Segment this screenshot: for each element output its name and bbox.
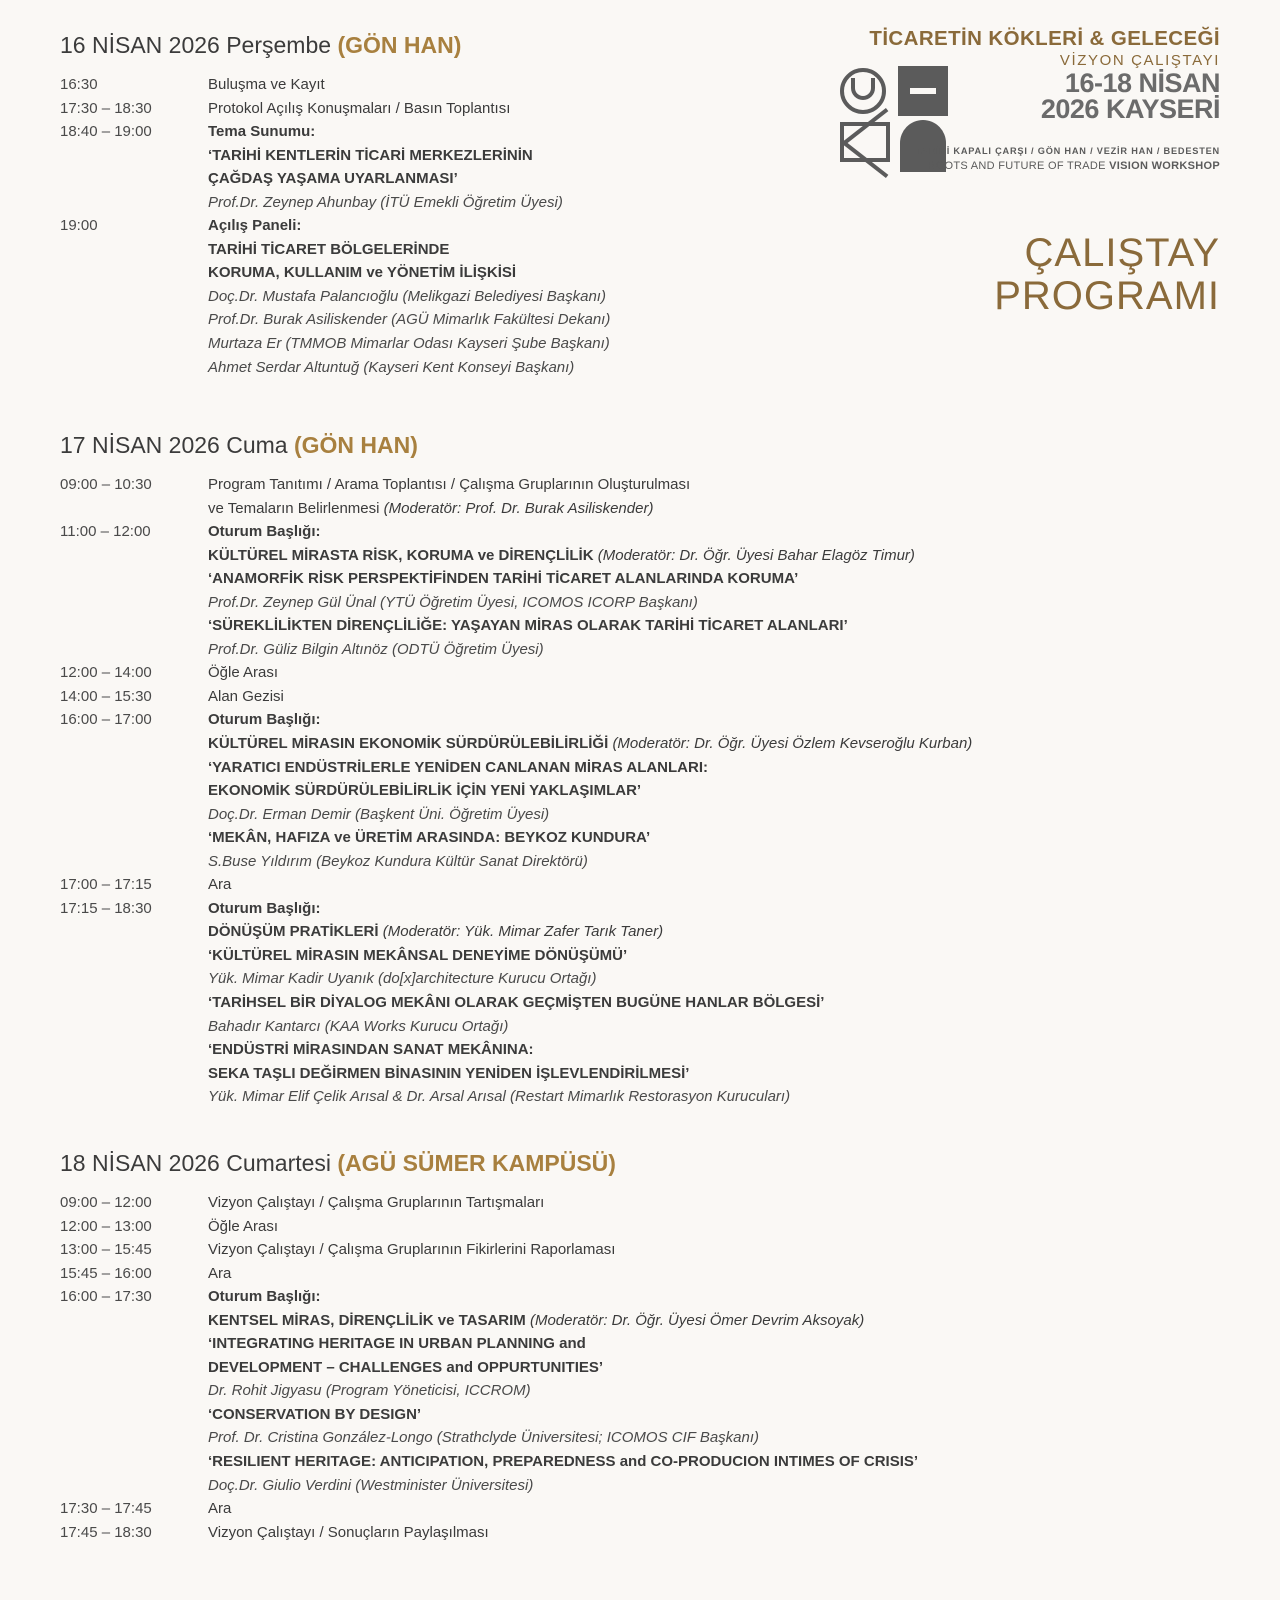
session-line-moderator: (Moderatör: Dr. Öğr. Üyesi Özlem Kevseroğlu Kurban) (612, 735, 973, 753)
english-tagline-bold: VISION WORKSHOP (1109, 160, 1220, 172)
session-line: Ara (208, 876, 232, 894)
session-time: 15:45 – 16:00 (60, 1264, 152, 1282)
day-header (60, 32, 1220, 59)
session-line: TARİHİ TİCARET BÖLGELERİNDE (208, 240, 450, 258)
session-line: S.Buse Yıldırım (Beykoz Kundura Kültür Sanat Direktörü) (208, 852, 588, 870)
session-time: 17:45 – 18:30 (60, 1523, 152, 1541)
event-subtitle: VİZYON ÇALIŞTAYI (1059, 51, 1220, 69)
session-time: 17:30 – 18:30 (60, 99, 152, 117)
session-line: Prof.Dr. Zeynep Ahunbay (İTÜ Emekli Öğretim Üyesi) (208, 193, 563, 211)
day-date-label: 18 NİSAN 2026 Cumartesi (60, 1150, 338, 1176)
english-tagline-prefix: ROOTS AND FUTURE OF TRADE (927, 160, 1110, 172)
session-line-bold: KÜLTÜREL MİRASTA RİSK, KORUMA ve DİRENÇLİLİK (208, 546, 598, 564)
schedule-table (60, 473, 1220, 1109)
session-time: 09:00 – 12:00 (60, 1194, 152, 1211)
event-date-line-2: 2026 KAYSERİ (1040, 94, 1220, 125)
schedule-row (60, 661, 1220, 685)
schedule-row (60, 1497, 1220, 1521)
schedule-row (60, 708, 1220, 873)
session-line: Tema Sunumu: (208, 123, 316, 141)
day-venue-label: (AGÜ SÜMER KAMPÜSÜ) (337, 1150, 616, 1176)
session-line: Alan Gezisi (208, 687, 284, 705)
session-content (208, 73, 1220, 97)
session-line: Oturum Başlığı: (208, 711, 321, 729)
session-line: Doç.Dr. Giulio Verdini (Westminister Üniversitesi) (208, 1476, 534, 1494)
session-time: 17:30 – 17:45 (60, 1500, 152, 1518)
session-line: Oturum Başlığı: (208, 899, 321, 917)
session-line: Açılış Paneli: (208, 217, 302, 235)
session-time: 14:00 – 15:30 (60, 687, 152, 705)
schedule-table (60, 73, 1220, 379)
session-content (208, 473, 1220, 520)
schedule-row (60, 685, 1220, 709)
schedule-row (60, 73, 1220, 97)
schedule-row (60, 214, 1220, 379)
session-time: 11:00 – 12:00 (60, 523, 151, 541)
session-content (208, 1215, 1220, 1239)
day-date-label: 17 NİSAN 2026 Cuma (60, 432, 294, 458)
session-line: Vizyon Çalıştayı / Çalışma Gruplarının Tartışmaları (208, 1194, 545, 1211)
session-line: Ahmet Serdar Altuntuğ (Kayseri Kent Konseyi Başkanı) (208, 358, 575, 376)
session-line: ‘INTEGRATING HERITAGE IN URBAN PLANNING and (208, 1335, 586, 1353)
day-header (60, 1150, 1220, 1177)
session-line: ‘TARİHİ KENTLERİN TİCARİ MERKEZLERİNİN (208, 146, 533, 164)
session-line: Oturum Başlığı: (208, 523, 321, 541)
session-line: Ara (208, 1264, 232, 1282)
session-time: 12:00 – 14:00 (60, 664, 152, 682)
session-line: ‘RESILIENT HERITAGE: ANTICIPATION, PREPAREDNESS and CO-PRODUCION INTIMES OF CRISIS’ (208, 1453, 919, 1471)
session-time: 16:00 – 17:30 (60, 1288, 152, 1306)
session-content (208, 1521, 1220, 1545)
schedule-row (60, 873, 1220, 897)
session-line: Ara (208, 1500, 232, 1518)
session-line: Prof. Dr. Cristina González-Longo (Strathclyde Üniversitesi; ICOMOS CIF Başkanı) (208, 1429, 760, 1447)
session-line: Buluşma ve Kayıt (208, 76, 325, 93)
session-line: Öğle Arası (208, 664, 279, 682)
day-venue-label: (GÖN HAN) (337, 32, 462, 58)
session-line-moderator: (Moderatör: Prof. Dr. Burak Asiliskender) (383, 499, 654, 517)
session-content (208, 897, 1220, 1109)
schedule-row (60, 1285, 1220, 1497)
session-line: ‘KÜLTÜREL MİRASIN MEKÂNSAL DENEYİME DÖNÜŞÜMÜ’ (208, 946, 628, 964)
session-content (208, 214, 1220, 379)
schedule-row (60, 120, 1220, 214)
session-line: ‘SÜREKLİLİKTEN DİRENÇLİLİĞE: YAŞAYAN MİRAS OLARAK TARİHİ TİCARET ALANLARI’ (208, 617, 848, 635)
session-time: 16:30 (60, 76, 98, 93)
session-line-moderator: (Moderatör: Dr. Öğr. Üyesi Ömer Devrim Aksoyak) (529, 1311, 865, 1329)
session-line: Prof.Dr. Güliz Bilgin Altınöz (ODTÜ Öğretim Üyesi) (208, 640, 544, 658)
session-line: Doç.Dr. Erman Demir (Başkent Üni. Öğretim Üyesi) (208, 805, 550, 823)
session-line: Prof.Dr. Zeynep Gül Ünal (YTÜ Öğretim Üyesi, ICOMOS ICORP Başkanı) (208, 593, 698, 611)
session-time: 09:00 – 10:30 (60, 476, 152, 493)
session-content (208, 1285, 1220, 1497)
session-line: KORUMA, KULLANIM ve YÖNETİM İLİŞKİSİ (208, 264, 517, 282)
schedule-row (60, 97, 1220, 121)
session-content (208, 1262, 1220, 1286)
session-line: Vizyon Çalıştayı / Sonuçların Paylaşılması (208, 1523, 489, 1541)
session-line: Bahadır Kantarcı (KAA Works Kurucu Ortağı) (208, 1017, 509, 1035)
session-line: Protokol Açılış Konuşmaları / Basın Toplantısı (208, 99, 511, 117)
session-line: Program Tanıtımı / Arama Toplantısı / Çalışma Gruplarının Oluşturulması (208, 476, 691, 493)
session-line: ‘CONSERVATION BY DESIGN’ (208, 1405, 422, 1423)
day-section-2 (60, 432, 1220, 1109)
page-title-line-1: ÇALIŞTAY (1024, 231, 1220, 275)
session-line: ‘MEKÂN, HAFIZA ve ÜRETİM ARASINDA: BEYKOZ KUNDURA’ (208, 829, 651, 847)
session-line: ‘ENDÜSTRİ MİRASINDAN SANAT MEKÂNINA: (208, 1041, 534, 1059)
session-line: Doç.Dr. Mustafa Palancıoğlu (Melikgazi Belediyesi Başkanı) (208, 287, 606, 305)
session-line: Murtaza Er (TMMOB Mimarlar Odası Kayseri Şube Başkanı) (208, 335, 610, 353)
session-time: 16:00 – 17:00 (60, 711, 152, 729)
schedule-row (60, 473, 1220, 520)
day-venue-label: (GÖN HAN) (293, 432, 418, 458)
session-line: Vizyon Çalıştayı / Çalışma Gruplarının Fikirlerini Raporlaması (208, 1241, 616, 1259)
session-content (208, 873, 1220, 897)
session-line-bold: KÜLTÜREL MİRASIN EKONOMİK SÜRDÜRÜLEBİLİRLİĞİ (208, 735, 613, 753)
session-line-bold: DÖNÜŞÜM PRATİKLERİ (208, 923, 383, 941)
schedule-row (60, 1238, 1220, 1262)
event-date-line-1: 16-18 NİSAN (1064, 68, 1220, 98)
session-content (208, 1497, 1220, 1521)
venue-list: TARİHİ KAPALI ÇARŞI / GÖN HAN / VEZİR HAN / BEDESTEN (915, 146, 1220, 156)
session-line: Prof.Dr. Burak Asiliskender (AGÜ Mimarlık Fakültesi Dekanı) (208, 311, 611, 329)
session-line: Öğle Arası (208, 1217, 279, 1235)
schedule-row (60, 1191, 1220, 1215)
session-line (208, 732, 1220, 756)
session-line: Oturum Başlığı: (208, 1288, 321, 1306)
session-line: ‘TARİHSEL BİR DİYALOG MEKÂNI OLARAK GEÇMİŞTEN BUGÜNE HANLAR BÖLGESİ’ (208, 994, 825, 1012)
session-line (208, 1309, 1220, 1333)
session-line (208, 497, 1220, 521)
schedule-row (60, 897, 1220, 1109)
day-section-3 (60, 1150, 1220, 1544)
session-line: DEVELOPMENT – CHALLENGES and OPPURTUNITIES’ (208, 1358, 604, 1376)
session-content (208, 685, 1220, 709)
session-line: ‘ANAMORFİK RİSK PERSPEKTİFİNDEN TARİHİ TİCARET ALANLARINDA KORUMA’ (208, 570, 799, 588)
day-header (60, 432, 1220, 459)
session-line (208, 920, 1220, 944)
session-line: ‘YARATICI ENDÜSTRİLERLE YENİDEN CANLANAN MİRAS ALANLARI: (208, 758, 709, 776)
session-line: Yük. Mimar Elif Çelik Arısal & Dr. Arsal Arısal (Restart Mimarlık Restorasyon Kurucuları) (208, 1088, 791, 1106)
session-line: SEKA TAŞLI DEĞİRMEN BİNASININ YENİDEN İŞLEVLENDİRİLMESİ’ (208, 1064, 690, 1082)
session-line: EKONOMİK SÜRDÜRÜLEBİLİRLİK İÇİN YENİ YAKLAŞIMLAR’ (208, 782, 642, 800)
session-line: ÇAĞDAŞ YAŞAMA UYARLANMASI’ (208, 170, 458, 188)
session-time: 19:00 (60, 217, 98, 235)
session-line-bold: KENTSEL MİRAS, DİRENÇLİLİK ve TASARIM (208, 1311, 530, 1329)
schedule-row (60, 520, 1220, 661)
session-line-moderator: (Moderatör: Dr. Öğr. Üyesi Bahar Elagöz Timur) (597, 546, 915, 564)
session-line-moderator: (Moderatör: Yük. Mimar Zafer Tarık Taner) (382, 923, 664, 941)
session-time: 17:00 – 17:15 (60, 876, 152, 894)
schedule-row (60, 1215, 1220, 1239)
event-title: TİCARETİN KÖKLERİ & GELECEĞİ (869, 27, 1220, 50)
session-line-plain: ve Temaların Belirlenmesi (208, 499, 384, 517)
session-content (208, 1191, 1220, 1215)
page-title-line-2: PROGRAMI (994, 274, 1220, 319)
session-time: 18:40 – 19:00 (60, 123, 152, 141)
schedule-row (60, 1262, 1220, 1286)
session-content (208, 120, 1220, 214)
session-time: 17:15 – 18:30 (60, 899, 152, 917)
session-line: Yük. Mimar Kadir Uyanık (do[x]architecture Kurucu Ortağı) (208, 970, 597, 988)
session-time: 12:00 – 13:00 (60, 1217, 152, 1235)
session-content (208, 1238, 1220, 1262)
session-content (208, 94, 1220, 125)
day-date-label: 16 NİSAN 2026 Perşembe (60, 32, 338, 58)
session-content (208, 520, 1220, 661)
session-content (208, 708, 1220, 873)
day-section-1 (60, 32, 1220, 379)
session-line: Dr. Rohit Jigyasu (Program Yöneticisi, ICCROM) (208, 1382, 531, 1400)
session-content (208, 661, 1220, 685)
session-line (208, 544, 1220, 568)
schedule-row (60, 1521, 1220, 1545)
session-time: 13:00 – 15:45 (60, 1241, 152, 1259)
schedule-table (60, 1191, 1220, 1544)
